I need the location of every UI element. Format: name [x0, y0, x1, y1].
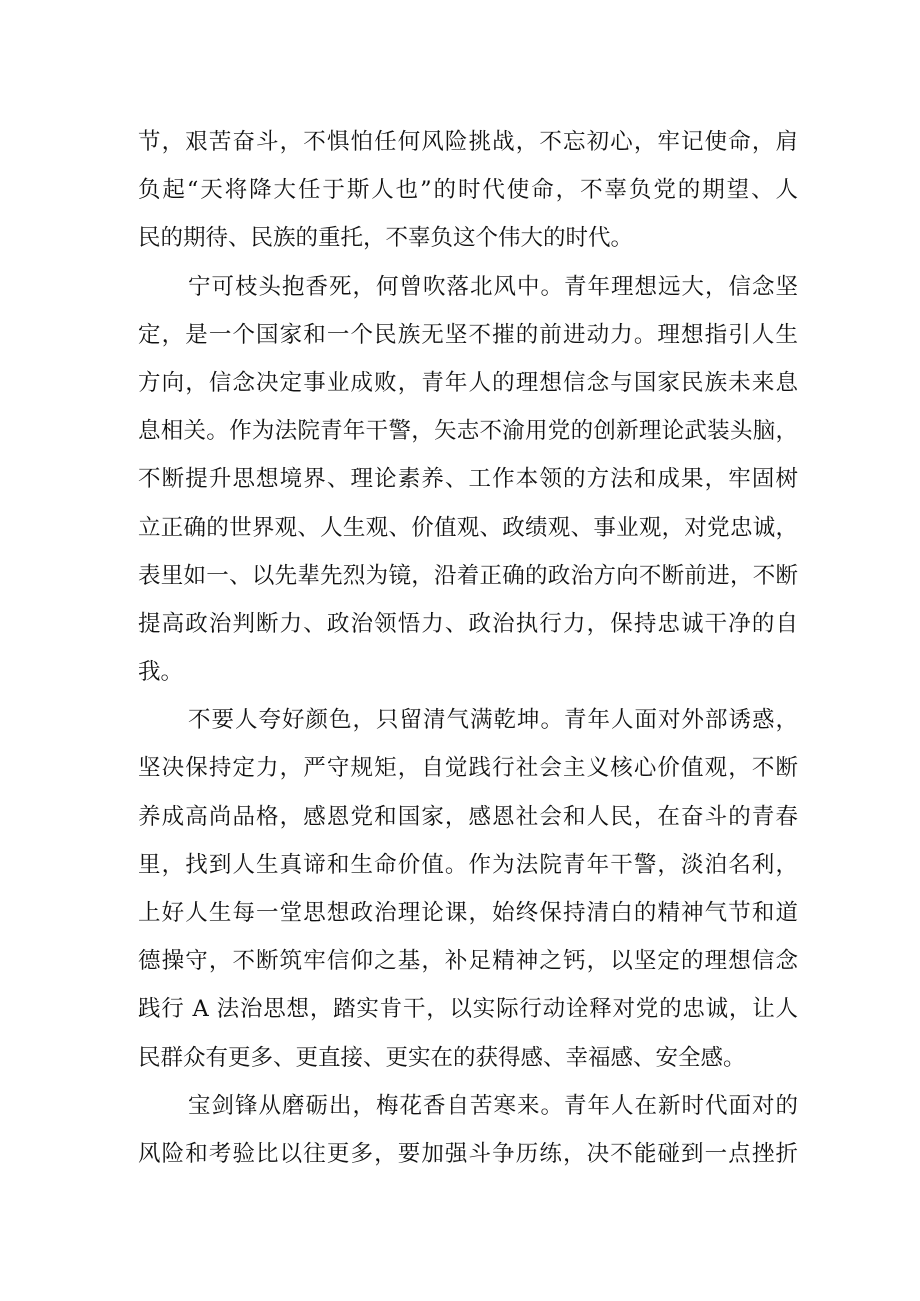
- paragraph-first-line: 不要人夸好颜色，只留清气满乾坤。青年人面对外部诱惑，: [188, 707, 798, 734]
- document-body: [138, 118, 798, 1178]
- text-line: 德操守，不断筑牢信仰之基，补足精神之钙，以坚定的理想信念: [138, 948, 798, 975]
- text-line: 不断提升思想境界、理论素养、工作本领的方法和成果，牢固树: [138, 466, 798, 493]
- text-line: 息相关。作为法院青年干警，矢志不渝用党的创新理论武装头脑，: [138, 418, 798, 445]
- text-line: 负起“天将降大任于斯人也”的时代使命，不辜负党的期望、人: [138, 177, 798, 204]
- text-line: 提高政治判断力、政治领悟力、政治执行力，保持忠诚干净的自: [138, 610, 798, 637]
- text-line: 风险和考验比以往更多，要加强斗争历练，决不能碰到一点挫折: [138, 1140, 798, 1167]
- text-line: 养成高尚品格，感恩党和国家，感恩社会和人民，在奋斗的青春: [138, 803, 798, 830]
- text-line: 我。: [138, 659, 184, 686]
- text-line: 方向，信念决定事业成败，青年人的理想信念与国家民族未来息: [138, 369, 798, 396]
- text-line: 立正确的世界观、人生观、价值观、政绩观、事业观，对党忠诚，: [138, 514, 798, 541]
- text-line: 上好人生每一堂思想政治理论课，始终保持清白的精神气节和道: [138, 900, 798, 926]
- text-line: 里，找到人生真谛和生命价值。作为法院青年干警，淡泊名利，: [138, 851, 798, 878]
- paragraph-first-line: 宁可枝头抱香死，何曾吹落北风中。青年理想远大，信念坚: [188, 273, 798, 300]
- text-line: 节，艰苦奋斗，不惧怕任何风险挑战，不忘初心，牢记使命，肩: [138, 129, 798, 155]
- paragraph-first-line: 宝剑锋从磨砺出，梅花香自苦寒来。青年人在新时代面对的: [188, 1092, 798, 1119]
- text-line: 民群众有更多、更直接、更实在的获得感、幸福感、安全感。: [138, 1044, 746, 1071]
- text-line: 表里如一、以先辈先烈为镜，沿着正确的政治方向不断前进，不断: [138, 562, 798, 589]
- text-line: 民的期待、民族的重托，不辜负这个伟大的时代。: [138, 225, 634, 252]
- text-line: 坚决保持定力，严守规矩，自觉践行社会主义核心价值观，不断: [138, 755, 798, 782]
- text-line: 定，是一个国家和一个民族无坚不摧的前进动力。理想指引人生: [138, 321, 798, 348]
- text-line: 践行 A 法治思想，踏实肯干，以实际行动诠释对党的忠诚，让人: [138, 996, 798, 1023]
